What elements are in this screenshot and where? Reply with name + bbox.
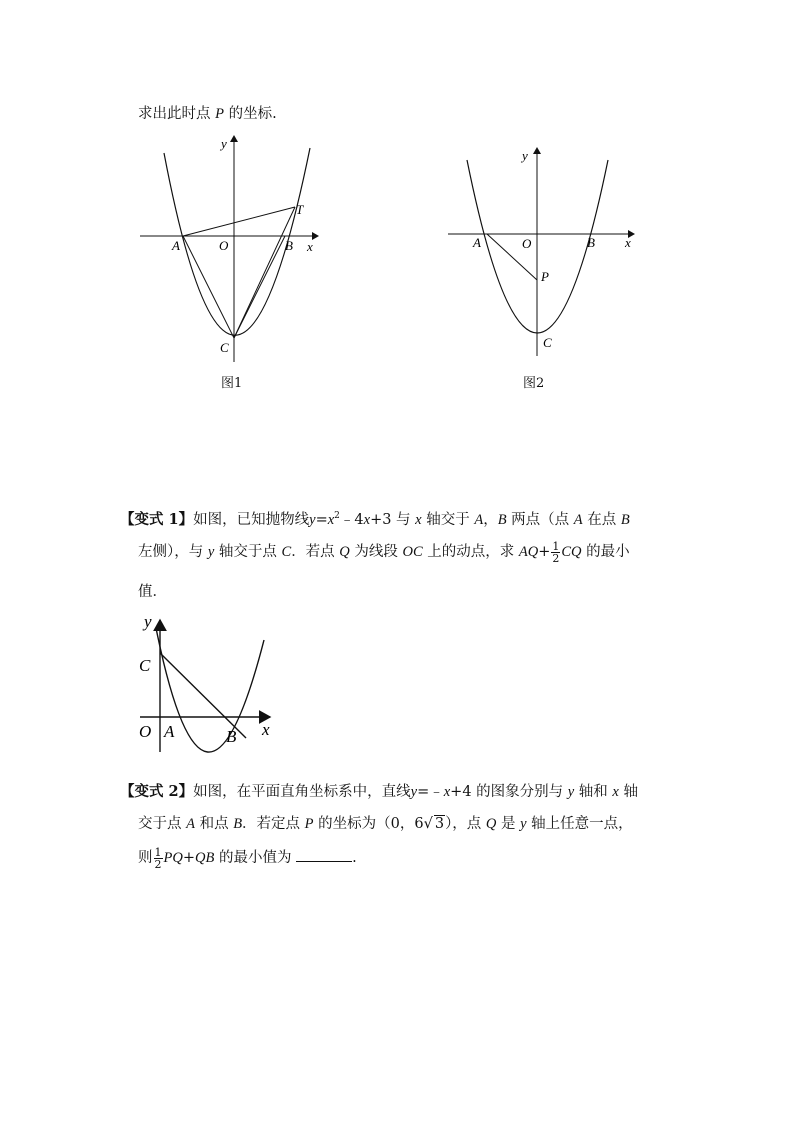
figure2-graph xyxy=(440,140,640,360)
fig1-label-o: O xyxy=(219,238,229,253)
figure1-caption: 图1 xyxy=(221,376,243,391)
fig2-label-x: x xyxy=(625,235,631,250)
fig1-label-y: y xyxy=(221,136,227,151)
fig2-label-c: C xyxy=(543,335,552,350)
v1-label-x: x xyxy=(262,720,270,739)
sqrt-radicand: 3 xyxy=(434,816,445,832)
fig2-label-a: A xyxy=(473,235,481,250)
fig2-label-y: y xyxy=(522,148,528,163)
variant1-line3: 值． xyxy=(138,584,167,600)
variant2-line3: 则 $\frac{1}{2}$ PQ+QB 的最小值为 . xyxy=(138,845,357,871)
variant2-tag: 变式 2 xyxy=(134,783,179,800)
fig1-label-b: B xyxy=(285,238,293,253)
intro-text: 求出此时点 xyxy=(138,106,216,122)
fig1-label-c: C xyxy=(220,340,229,355)
fig2-label-p: P xyxy=(541,269,549,284)
v1-label-a: A xyxy=(164,722,175,741)
intro-line xyxy=(138,102,277,123)
variant1-line2: 左侧），与 y 轴交于点 C．若点 Q 为线段 OC 上的动点，求 AQ+ $\frac{1}{2}$ CQ 的最小 xyxy=(138,539,630,565)
variant2-line2: 交于点 A 和点 B．若定点 P 的坐标为（0，6√ 3），点 Q 是 y 轴上任意一点， xyxy=(138,816,633,832)
v1-label-c: C xyxy=(139,656,151,675)
fig2-label-o: O xyxy=(522,236,532,251)
intro-text-end: 的坐标. xyxy=(223,106,277,122)
var-p: P xyxy=(215,106,224,122)
figure2-caption: 图2 xyxy=(523,376,545,391)
fraction-half: $\frac{1}{2}$ xyxy=(552,539,560,565)
fig1-label-a: A xyxy=(172,238,180,253)
v1-label-y: y xyxy=(144,612,152,631)
variant2-line1: 【变式 2】如图，在平面直角坐标系中，直线y=﹣x+4 的图象分别与 y 轴和 x 轴 xyxy=(120,783,638,800)
fig1-segment-tc xyxy=(234,207,295,338)
variant1-graph xyxy=(136,605,286,755)
fig2-label-b: B xyxy=(587,235,595,250)
fraction-half-2: $\frac{1}{2}$ xyxy=(154,845,162,871)
sqrt-sign: √ xyxy=(423,816,433,832)
fig1-label-x: x xyxy=(307,239,313,254)
answer-blank[interactable] xyxy=(296,849,352,862)
fig1-label-t: T xyxy=(296,202,304,217)
variant1-tag: 变式 1 xyxy=(134,511,179,528)
figure1-graph xyxy=(135,130,335,370)
variant1-line1: 【变式 1】如图，已知抛物线$y=x^2﹣4x+3$ 与 x 轴交于 A，B 两点（点 A 在点 B xyxy=(120,511,630,528)
v1-label-o: O xyxy=(139,722,152,741)
fig1-segment-at xyxy=(183,207,295,236)
v1-label-b: B xyxy=(226,727,237,746)
